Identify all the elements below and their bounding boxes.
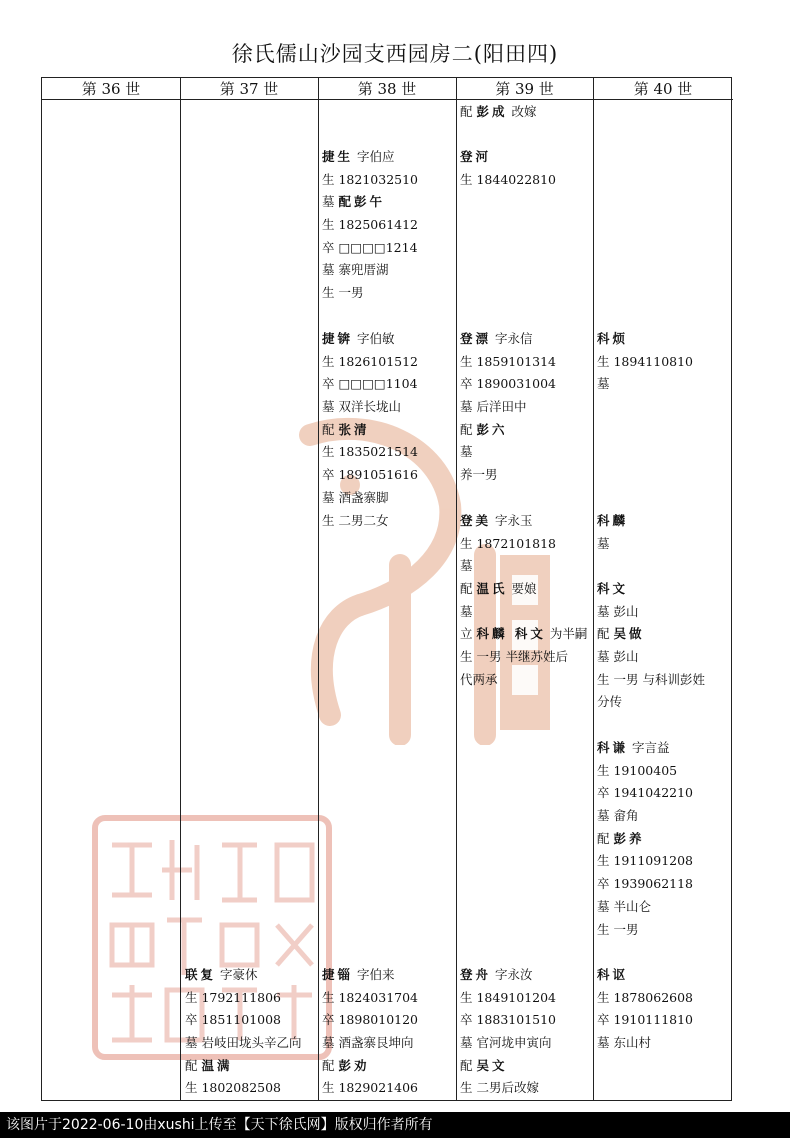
entry-line	[185, 1032, 301, 1055]
entry-line	[460, 441, 556, 464]
entry-line	[460, 646, 587, 669]
entry-text: 墓 官河垅申寅向	[460, 1035, 552, 1051]
entry-text: 字伯来	[357, 967, 395, 982]
entry-text: 生 1878062608	[597, 989, 694, 1005]
entry-text: 墓 彭山	[597, 603, 639, 619]
person-entry-jiezi	[322, 964, 418, 1100]
entry-text: 字言益	[632, 740, 670, 755]
person-entry-keou	[597, 964, 693, 1055]
entry-line	[322, 487, 418, 510]
entry-line	[597, 510, 628, 533]
person-name: 温满	[201, 1057, 233, 1073]
entry-text: 卒 1891051616	[322, 467, 419, 483]
column-header-38: 第 38 世	[318, 78, 456, 100]
entry-line	[460, 1077, 556, 1100]
entry-line	[597, 919, 693, 942]
entry-line	[322, 396, 418, 419]
entry-text: 生 1859101314	[460, 353, 557, 369]
entry-line	[322, 282, 418, 305]
entry-line	[322, 259, 418, 282]
entry-line	[322, 441, 418, 464]
person-entry-denghe	[460, 146, 556, 191]
person-entry-kefan	[597, 328, 693, 396]
entry-text: 墓 东山村	[597, 1035, 651, 1051]
entry-text: 字永玉	[495, 513, 533, 528]
page-title: 徐氏儒山沙园支西园房二(阳田四)	[231, 42, 559, 66]
entry-text: 墓 酒盏寨艮坤向	[322, 1035, 414, 1051]
entry-text: 生 1844022810	[460, 171, 557, 187]
relation-prefix: 配	[460, 1057, 473, 1073]
person-entry-jiebin	[322, 328, 418, 532]
person-name: 吴做	[613, 626, 645, 642]
entry-text: 字伯应	[357, 149, 395, 164]
person-name: 登漂	[460, 331, 492, 346]
entry-text: 生 1849101204	[460, 989, 557, 1005]
column-divider	[318, 78, 319, 1100]
entry-text: 生 1894110810	[597, 353, 694, 369]
column-header-36: 第 36 世	[42, 78, 180, 100]
person-entry-lianfu	[185, 964, 301, 1100]
entry-line	[460, 396, 556, 419]
person-name: 登舟	[460, 967, 492, 982]
entry-line	[460, 533, 587, 556]
entry-text: 生 二男二女	[322, 512, 389, 528]
person-entry-keqian	[597, 737, 693, 941]
entry-line	[322, 1055, 418, 1078]
entry-line	[185, 1077, 301, 1100]
entry-text: 生 1826101512	[322, 353, 419, 369]
entry-text: 要娘	[511, 581, 537, 597]
person-entry-dengmei	[460, 510, 587, 692]
entry-line	[597, 873, 693, 896]
entry-text: 墓 双洋长垅山	[322, 399, 401, 415]
entry-text: 生 1829021406	[322, 1080, 419, 1096]
relation-prefix: 配	[460, 104, 473, 119]
person-name: 科麟	[597, 513, 629, 528]
person-name: 登河	[460, 149, 492, 164]
entry-text: 卒 1910111810	[597, 1012, 694, 1028]
person-name: 吴文	[476, 1057, 508, 1073]
entry-text: 墓	[597, 376, 610, 392]
entry-line	[597, 328, 693, 351]
entry-line	[322, 237, 418, 260]
relation-prefix: 配	[597, 626, 610, 642]
entry-line	[185, 1055, 301, 1078]
entry-text: 墓 畲角	[597, 808, 639, 824]
entry-text: 生 1824031704	[322, 989, 419, 1005]
entry-line	[322, 169, 418, 192]
entry-line	[597, 1032, 693, 1055]
entry-line	[322, 351, 418, 374]
entry-text: 字永汝	[495, 967, 533, 982]
relation-prefix: 墓	[322, 194, 335, 210]
entry-text: 卒 1941042210	[597, 785, 694, 801]
entry-text: 生 1802082508	[185, 1080, 282, 1096]
entry-line	[460, 601, 587, 624]
entry-line	[460, 464, 556, 487]
entry-text: 墓 后洋田中	[460, 399, 527, 415]
person-entry-kewen	[597, 578, 705, 714]
entry-line	[322, 964, 418, 987]
relation-prefix: 配	[597, 830, 610, 846]
entry-line	[460, 419, 556, 442]
entry-line	[322, 1077, 418, 1100]
entry-line	[460, 510, 587, 533]
person-name: 彭劝	[338, 1057, 370, 1073]
entry-line	[322, 464, 418, 487]
entry-text: 改嫁	[511, 104, 537, 119]
entry-text: 分传	[597, 694, 623, 710]
entry-text: 墓	[460, 444, 473, 460]
column-divider	[180, 78, 181, 1100]
entry-line	[460, 101, 537, 124]
entry-text: 养一男	[460, 467, 498, 483]
entry-line	[597, 760, 693, 783]
entry-line	[322, 987, 418, 1010]
entry-text: 生 一男	[597, 921, 639, 937]
entry-line	[597, 850, 693, 873]
entry-line	[597, 737, 693, 760]
entry-text: 字豪休	[220, 967, 258, 982]
person-name: 登美	[460, 513, 492, 528]
entry-line	[597, 805, 693, 828]
person-name: 科文	[597, 581, 629, 596]
relation-prefix: 配	[460, 581, 473, 597]
entry-line	[322, 510, 418, 533]
entry-text: 生 1821032510	[322, 171, 419, 187]
entry-text: 生 1872101818	[460, 535, 557, 551]
entry-text: 生 1825061412	[322, 217, 419, 233]
entry-line	[185, 1009, 301, 1032]
entry-line	[185, 964, 301, 987]
entry-line	[460, 1032, 556, 1055]
person-name: 捷生	[322, 149, 354, 164]
entry-text: 卒 1851101008	[185, 1012, 282, 1028]
entry-text: 卒 1890031004	[460, 376, 557, 392]
entry-text: 生 1792111806	[185, 989, 282, 1005]
entry-line	[460, 373, 556, 396]
entry-line	[597, 691, 705, 714]
relation-prefix: 配	[460, 421, 473, 437]
entry-line	[597, 1009, 693, 1032]
entry-line	[460, 669, 587, 692]
person-name: 联复	[185, 967, 217, 982]
column-divider	[593, 78, 594, 1100]
person-name: 彭养	[613, 830, 645, 846]
column-header-37: 第 37 世	[180, 78, 318, 100]
entry-line	[460, 578, 587, 601]
entry-line	[597, 828, 693, 851]
entry-line	[597, 578, 705, 601]
entry-line	[597, 373, 693, 396]
entry-text: 卒 1883101510	[460, 1012, 557, 1028]
entry-line	[322, 1009, 418, 1032]
entry-line	[597, 782, 693, 805]
person-name: 彭成	[476, 104, 508, 119]
entry-line	[322, 191, 418, 214]
entry-line	[597, 601, 705, 624]
entry-line	[597, 987, 693, 1010]
entry-text: 墓 岩岐田垅头辛乙向	[185, 1035, 302, 1051]
entry-line	[597, 896, 693, 919]
person-name: 配彭午	[338, 194, 386, 210]
entry-text: 卒 1939062118	[597, 876, 694, 892]
entry-text: 墓 半山仑	[597, 898, 651, 914]
entry-text: 为半嗣	[549, 626, 588, 642]
entry-line	[322, 328, 418, 351]
entry-text: 生 二男后改嫁	[460, 1080, 539, 1096]
entry-line	[460, 351, 556, 374]
person-name: 科讴	[597, 967, 629, 982]
person-name: 捷锛	[322, 331, 354, 346]
entry-line	[322, 1032, 418, 1055]
person-name: 张清	[338, 421, 370, 437]
entry-text: 生 一男 半继苏姓后	[460, 649, 568, 665]
entry-text: 卒 1898010120	[322, 1012, 419, 1028]
entry-line	[597, 533, 628, 556]
entry-line	[322, 146, 418, 169]
column-header-39: 第 39 世	[456, 78, 593, 100]
entry-line	[597, 669, 705, 692]
entry-line	[460, 169, 556, 192]
entry-text: 生 一男 与科训彭姓	[597, 671, 705, 687]
entry-line	[460, 1009, 556, 1032]
relation-prefix: 立	[460, 626, 473, 642]
column-divider	[456, 78, 457, 1100]
entry-text: 生 一男	[322, 285, 364, 301]
entry-text: 墓	[597, 535, 610, 551]
person-name: 温氏	[476, 581, 508, 597]
person-name: 科谦	[597, 740, 629, 755]
person-entry-jiesheng	[322, 146, 418, 305]
entry-text: 生 1835021514	[322, 444, 419, 460]
person-entry-dengpiao	[460, 328, 556, 487]
person-name: 科烦	[597, 331, 629, 346]
person-name: 科麟 科文	[476, 626, 546, 642]
entry-text: 生 19100405	[597, 762, 678, 778]
entry-line	[597, 351, 693, 374]
entry-text: 墓	[460, 558, 473, 574]
person-entry-kelin	[597, 510, 628, 555]
entry-line	[597, 964, 693, 987]
entry-text: 字永信	[495, 331, 533, 346]
person-name: 捷锱	[322, 967, 354, 982]
entry-text: 墓 彭山	[597, 649, 639, 665]
entry-line	[460, 555, 587, 578]
relation-prefix: 配	[322, 1057, 335, 1073]
entry-line	[460, 146, 556, 169]
entry-line	[322, 419, 418, 442]
entry-text: 卒 □□□□1104	[322, 376, 418, 392]
entry-line	[460, 964, 556, 987]
entry-text: 生 1911091208	[597, 853, 694, 869]
entry-text: 代两承	[460, 671, 498, 687]
person-entry-pengcheng	[460, 101, 537, 124]
entry-line	[460, 987, 556, 1010]
relation-prefix: 配	[322, 421, 335, 437]
entry-text: 墓 寨兜厝湖	[322, 262, 389, 278]
entry-text: 墓 酒盏寨脚	[322, 489, 389, 505]
column-header-40: 第 40 世	[593, 78, 733, 100]
person-name: 彭六	[476, 421, 508, 437]
entry-text: 字伯敏	[357, 331, 395, 346]
entry-line	[597, 623, 705, 646]
relation-prefix: 配	[185, 1057, 198, 1073]
person-entry-dengzhou	[460, 964, 556, 1100]
entry-text: 墓	[460, 603, 473, 619]
entry-line	[322, 373, 418, 396]
entry-line	[597, 646, 705, 669]
entry-text: 卒 □□□□1214	[322, 239, 418, 255]
entry-line	[185, 987, 301, 1010]
entry-line	[322, 214, 418, 237]
copyright-footer: 该图片于2022-06-10由xushi上传至【天下徐氏网】版权归作者所有	[0, 1112, 790, 1138]
entry-line	[460, 623, 587, 646]
entry-line	[460, 1055, 556, 1078]
entry-line	[460, 328, 556, 351]
